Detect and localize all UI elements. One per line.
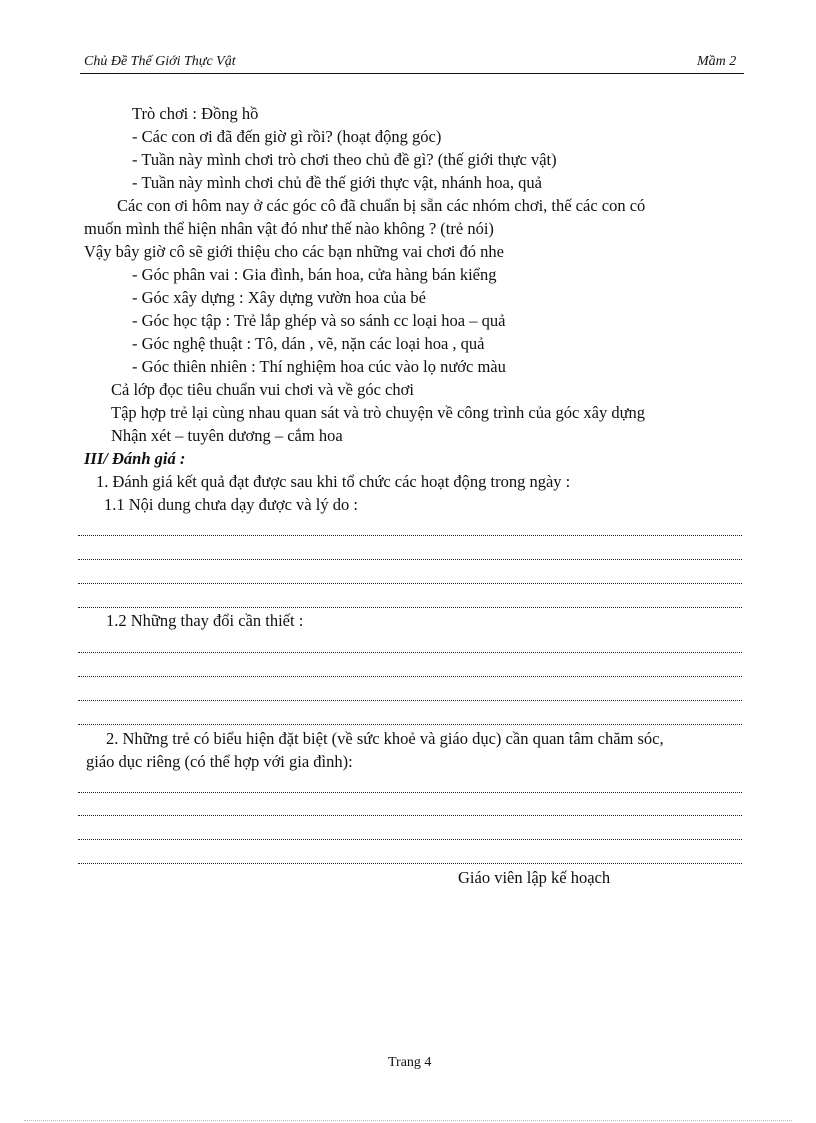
step-2: Tập hợp trẻ lại cùng nhau quan sát và trò chuyện về công trình của góc xây dựng: [111, 403, 646, 422]
fill-line: [78, 839, 742, 840]
header-rule: [80, 73, 744, 74]
evaluation-item-1-1: 1.1 Nội dung chưa dạy được và lý do :: [104, 495, 358, 514]
corner-art: - Góc nghệ thuật : Tô, dán , vẽ, nặn các loại hoa , quả: [132, 334, 485, 353]
header-class-name: Mầm 2: [697, 54, 737, 69]
question-2: - Tuần này mình chơi trò chơi theo chủ đề gì? (thế giới thực vật): [132, 150, 557, 169]
evaluation-heading: III/ Đánh giá :: [84, 449, 186, 468]
evaluation-item-2-line-1: 2. Những trẻ có biểu hiện đặt biệt (về sức khoẻ và giáo dục) cần quan tâm chăm sóc,: [106, 729, 664, 748]
fill-line: [78, 700, 742, 701]
evaluation-item-1: 1. Đánh giá kết quả đạt được sau khi tổ chức các hoạt động trong ngày :: [96, 472, 571, 491]
page-bottom-border: [24, 1120, 792, 1121]
fill-line: [78, 724, 742, 725]
evaluation-item-2-line-2: giáo dục riêng (có thể hợp với gia đình):: [86, 752, 353, 771]
fill-line: [78, 676, 742, 677]
game-title: Trò chơi : Đồng hồ: [132, 104, 259, 123]
fill-line: [78, 535, 742, 536]
intro-text: Vậy bây giờ cô sẽ giới thiệu cho các bạn những vai chơi đó nhe: [84, 242, 505, 261]
fill-line: [78, 815, 742, 816]
question-1: - Các con ơi đã đến giờ gì rồi? (hoạt động góc): [132, 127, 442, 146]
paragraph-line-2: muốn mình thể hiện nhân vật đó như thế nào không ? (trẻ nói): [84, 219, 494, 238]
header-title: Chủ Đề Thế Giới Thực Vật: [84, 54, 236, 69]
corner-nature: - Góc thiên nhiên : Thí nghiệm hoa cúc vào lọ nước màu: [132, 357, 506, 376]
fill-line: [78, 559, 742, 560]
fill-line: [78, 583, 742, 584]
fill-line: [78, 652, 742, 653]
step-1: Cả lớp đọc tiêu chuẩn vui chơi và về góc chơi: [111, 380, 414, 399]
corner-construction: - Góc xây dựng : Xây dựng vườn hoa của bé: [132, 288, 426, 307]
step-3: Nhận xét – tuyên dương – cắm hoa: [111, 426, 343, 445]
fill-line: [78, 863, 742, 864]
fill-line: [78, 607, 742, 608]
fill-line: [78, 792, 742, 793]
corner-role-play: - Góc phân vai : Gia đình, bán hoa, cửa hàng bán kiểng: [132, 265, 497, 284]
question-3: - Tuần này mình chơi chủ đề thế giới thực vật, nhánh hoa, quả: [132, 173, 542, 192]
signature-label: Giáo viên lập kế hoạch: [458, 868, 611, 887]
paragraph-line-1: Các con ơi hôm nay ở các góc cô đã chuẩn bị sẵn các nhóm chơi, thế các con có: [117, 196, 646, 215]
corner-learning: - Góc học tập : Trẻ lắp ghép và so sánh cc loại hoa – quả: [132, 311, 506, 330]
page-number: Trang 4: [388, 1055, 432, 1070]
evaluation-item-1-2: 1.2 Những thay đổi cần thiết :: [106, 611, 304, 630]
